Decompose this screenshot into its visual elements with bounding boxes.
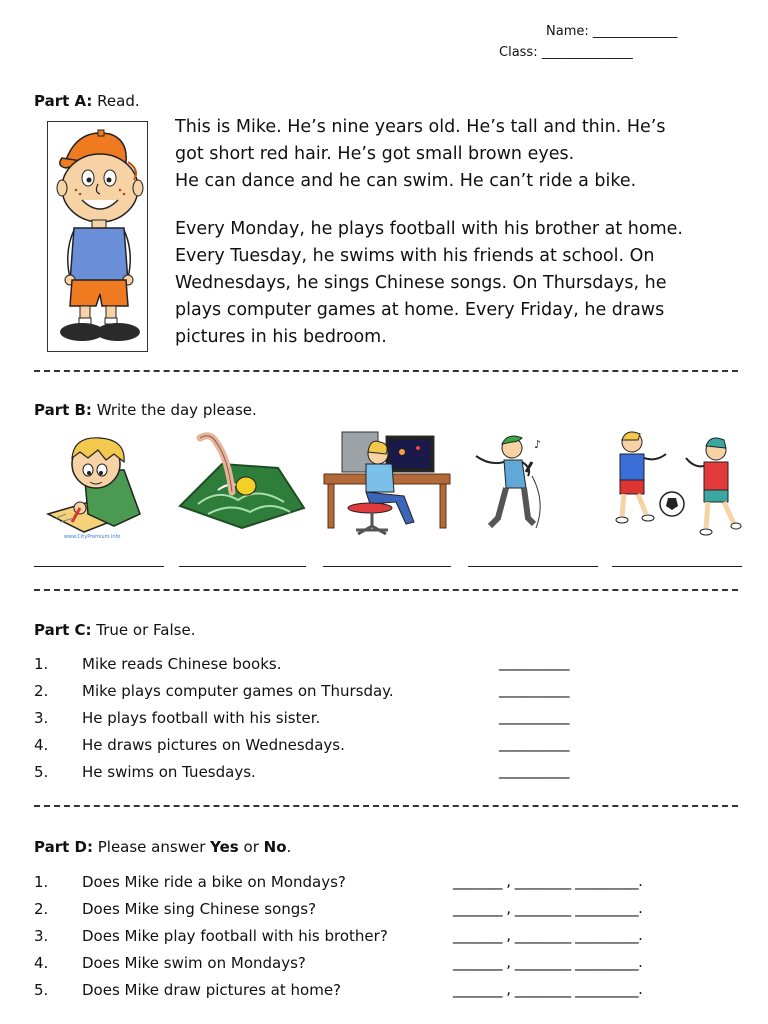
passage-line: pictures in his bedroom. bbox=[175, 327, 387, 347]
yes-word: Yes bbox=[210, 838, 239, 856]
part-c-label: Part C: bbox=[34, 621, 92, 639]
passage-line: Every Tuesday, he swims with his friends at school. On bbox=[175, 246, 655, 266]
true-false-statement: Mike reads Chinese books. bbox=[82, 655, 282, 673]
picture-caption: www.CityPremium.info bbox=[64, 534, 121, 540]
name-blank[interactable]: _____________ bbox=[592, 24, 678, 39]
item-number: 1. bbox=[34, 873, 49, 891]
item-number: 4. bbox=[34, 954, 49, 972]
part-a-heading bbox=[34, 92, 140, 110]
item-number: 5. bbox=[34, 981, 49, 999]
true-false-blank[interactable]: __________ bbox=[499, 680, 569, 698]
item-number: 1. bbox=[34, 655, 49, 673]
true-false-statement: Mike plays computer games on Thursday. bbox=[82, 682, 394, 700]
svg-text:♪: ♪ bbox=[534, 438, 542, 451]
yes-no-answer-blank[interactable]: _______ , ________ _________. bbox=[453, 953, 643, 971]
class-label: Class: bbox=[499, 45, 538, 60]
passage-line: This is Mike. He’s nine years old. He’s tall and thin. He’s bbox=[175, 117, 666, 137]
class-blank[interactable]: ______________ bbox=[541, 45, 633, 60]
yes-no-answer-blank[interactable]: _______ , ________ _________. bbox=[453, 926, 643, 944]
true-false-blank[interactable]: __________ bbox=[499, 707, 569, 725]
part-c-instruction: True or False. bbox=[96, 621, 196, 639]
item-number: 3. bbox=[34, 927, 49, 945]
instruction-period: . bbox=[286, 838, 292, 856]
no-word: No bbox=[263, 838, 287, 856]
passage-line: got short red hair. He’s got small brown eyes. bbox=[175, 144, 575, 164]
day-answer-blank[interactable] bbox=[323, 566, 451, 567]
day-answer-blank[interactable] bbox=[179, 566, 306, 567]
mike-picture bbox=[47, 121, 148, 352]
part-a-label: Part A: bbox=[34, 92, 93, 110]
true-false-blank[interactable]: __________ bbox=[499, 653, 569, 671]
yes-no-question: Does Mike sing Chinese songs? bbox=[82, 900, 317, 918]
day-answer-blank[interactable] bbox=[612, 566, 742, 567]
section-divider bbox=[34, 589, 738, 591]
swimming-picture bbox=[178, 428, 306, 532]
passage-line: Every Monday, he plays football with his brother at home. bbox=[175, 219, 683, 239]
part-b-label: Part B: bbox=[34, 401, 92, 419]
name-label: Name: bbox=[546, 24, 589, 39]
yes-no-answer-blank[interactable]: _______ , ________ _________. bbox=[453, 872, 643, 890]
item-number: 3. bbox=[34, 709, 49, 727]
true-false-blank[interactable]: __________ bbox=[499, 761, 569, 779]
day-answer-blank[interactable] bbox=[468, 566, 598, 567]
part-d-label: Part D: bbox=[34, 838, 93, 856]
section-divider bbox=[34, 370, 738, 372]
singing-picture bbox=[470, 432, 554, 534]
or-word: or bbox=[243, 838, 259, 856]
day-answer-blank[interactable] bbox=[34, 566, 164, 567]
passage-line: He can dance and he can swim. He can’t ride a bike. bbox=[175, 171, 637, 191]
yes-no-answer-blank[interactable]: _______ , ________ _________. bbox=[453, 899, 643, 917]
passage-line: Wednesdays, he sings Chinese songs. On Thursdays, he bbox=[175, 273, 667, 293]
item-number: 4. bbox=[34, 736, 49, 754]
part-d-instruction: Please answer bbox=[97, 838, 206, 856]
item-number: 5. bbox=[34, 763, 49, 781]
passage-paragraph-2 bbox=[175, 216, 683, 351]
yes-no-question: Does Mike draw pictures at home? bbox=[82, 981, 342, 999]
part-b-instruction: Write the day please. bbox=[96, 401, 257, 419]
computer-picture bbox=[322, 430, 452, 540]
part-a-instruction: Read. bbox=[97, 92, 140, 110]
true-false-statement: He draws pictures on Wednesdays. bbox=[82, 736, 345, 754]
drawing-picture bbox=[44, 430, 148, 542]
true-false-statement: He swims on Tuesdays. bbox=[82, 763, 256, 781]
item-number: 2. bbox=[34, 682, 49, 700]
yes-no-question: Does Mike ride a bike on Mondays? bbox=[82, 873, 346, 891]
part-b-heading bbox=[34, 401, 257, 419]
true-false-statement: He plays football with his sister. bbox=[82, 709, 321, 727]
name-field bbox=[546, 24, 677, 39]
part-c-heading bbox=[34, 621, 195, 639]
passage-paragraph-1 bbox=[175, 114, 665, 195]
section-divider bbox=[34, 805, 738, 807]
yes-no-question: Does Mike play football with his brother? bbox=[82, 927, 388, 945]
football-picture bbox=[608, 428, 742, 544]
true-false-blank[interactable]: __________ bbox=[499, 734, 569, 752]
part-d-heading bbox=[34, 838, 291, 856]
yes-no-question: Does Mike swim on Mondays? bbox=[82, 954, 306, 972]
item-number: 2. bbox=[34, 900, 49, 918]
class-field bbox=[499, 45, 633, 60]
yes-no-answer-blank[interactable]: _______ , ________ _________. bbox=[453, 980, 643, 998]
passage-line: plays computer games at home. Every Friday, he draws bbox=[175, 300, 665, 320]
